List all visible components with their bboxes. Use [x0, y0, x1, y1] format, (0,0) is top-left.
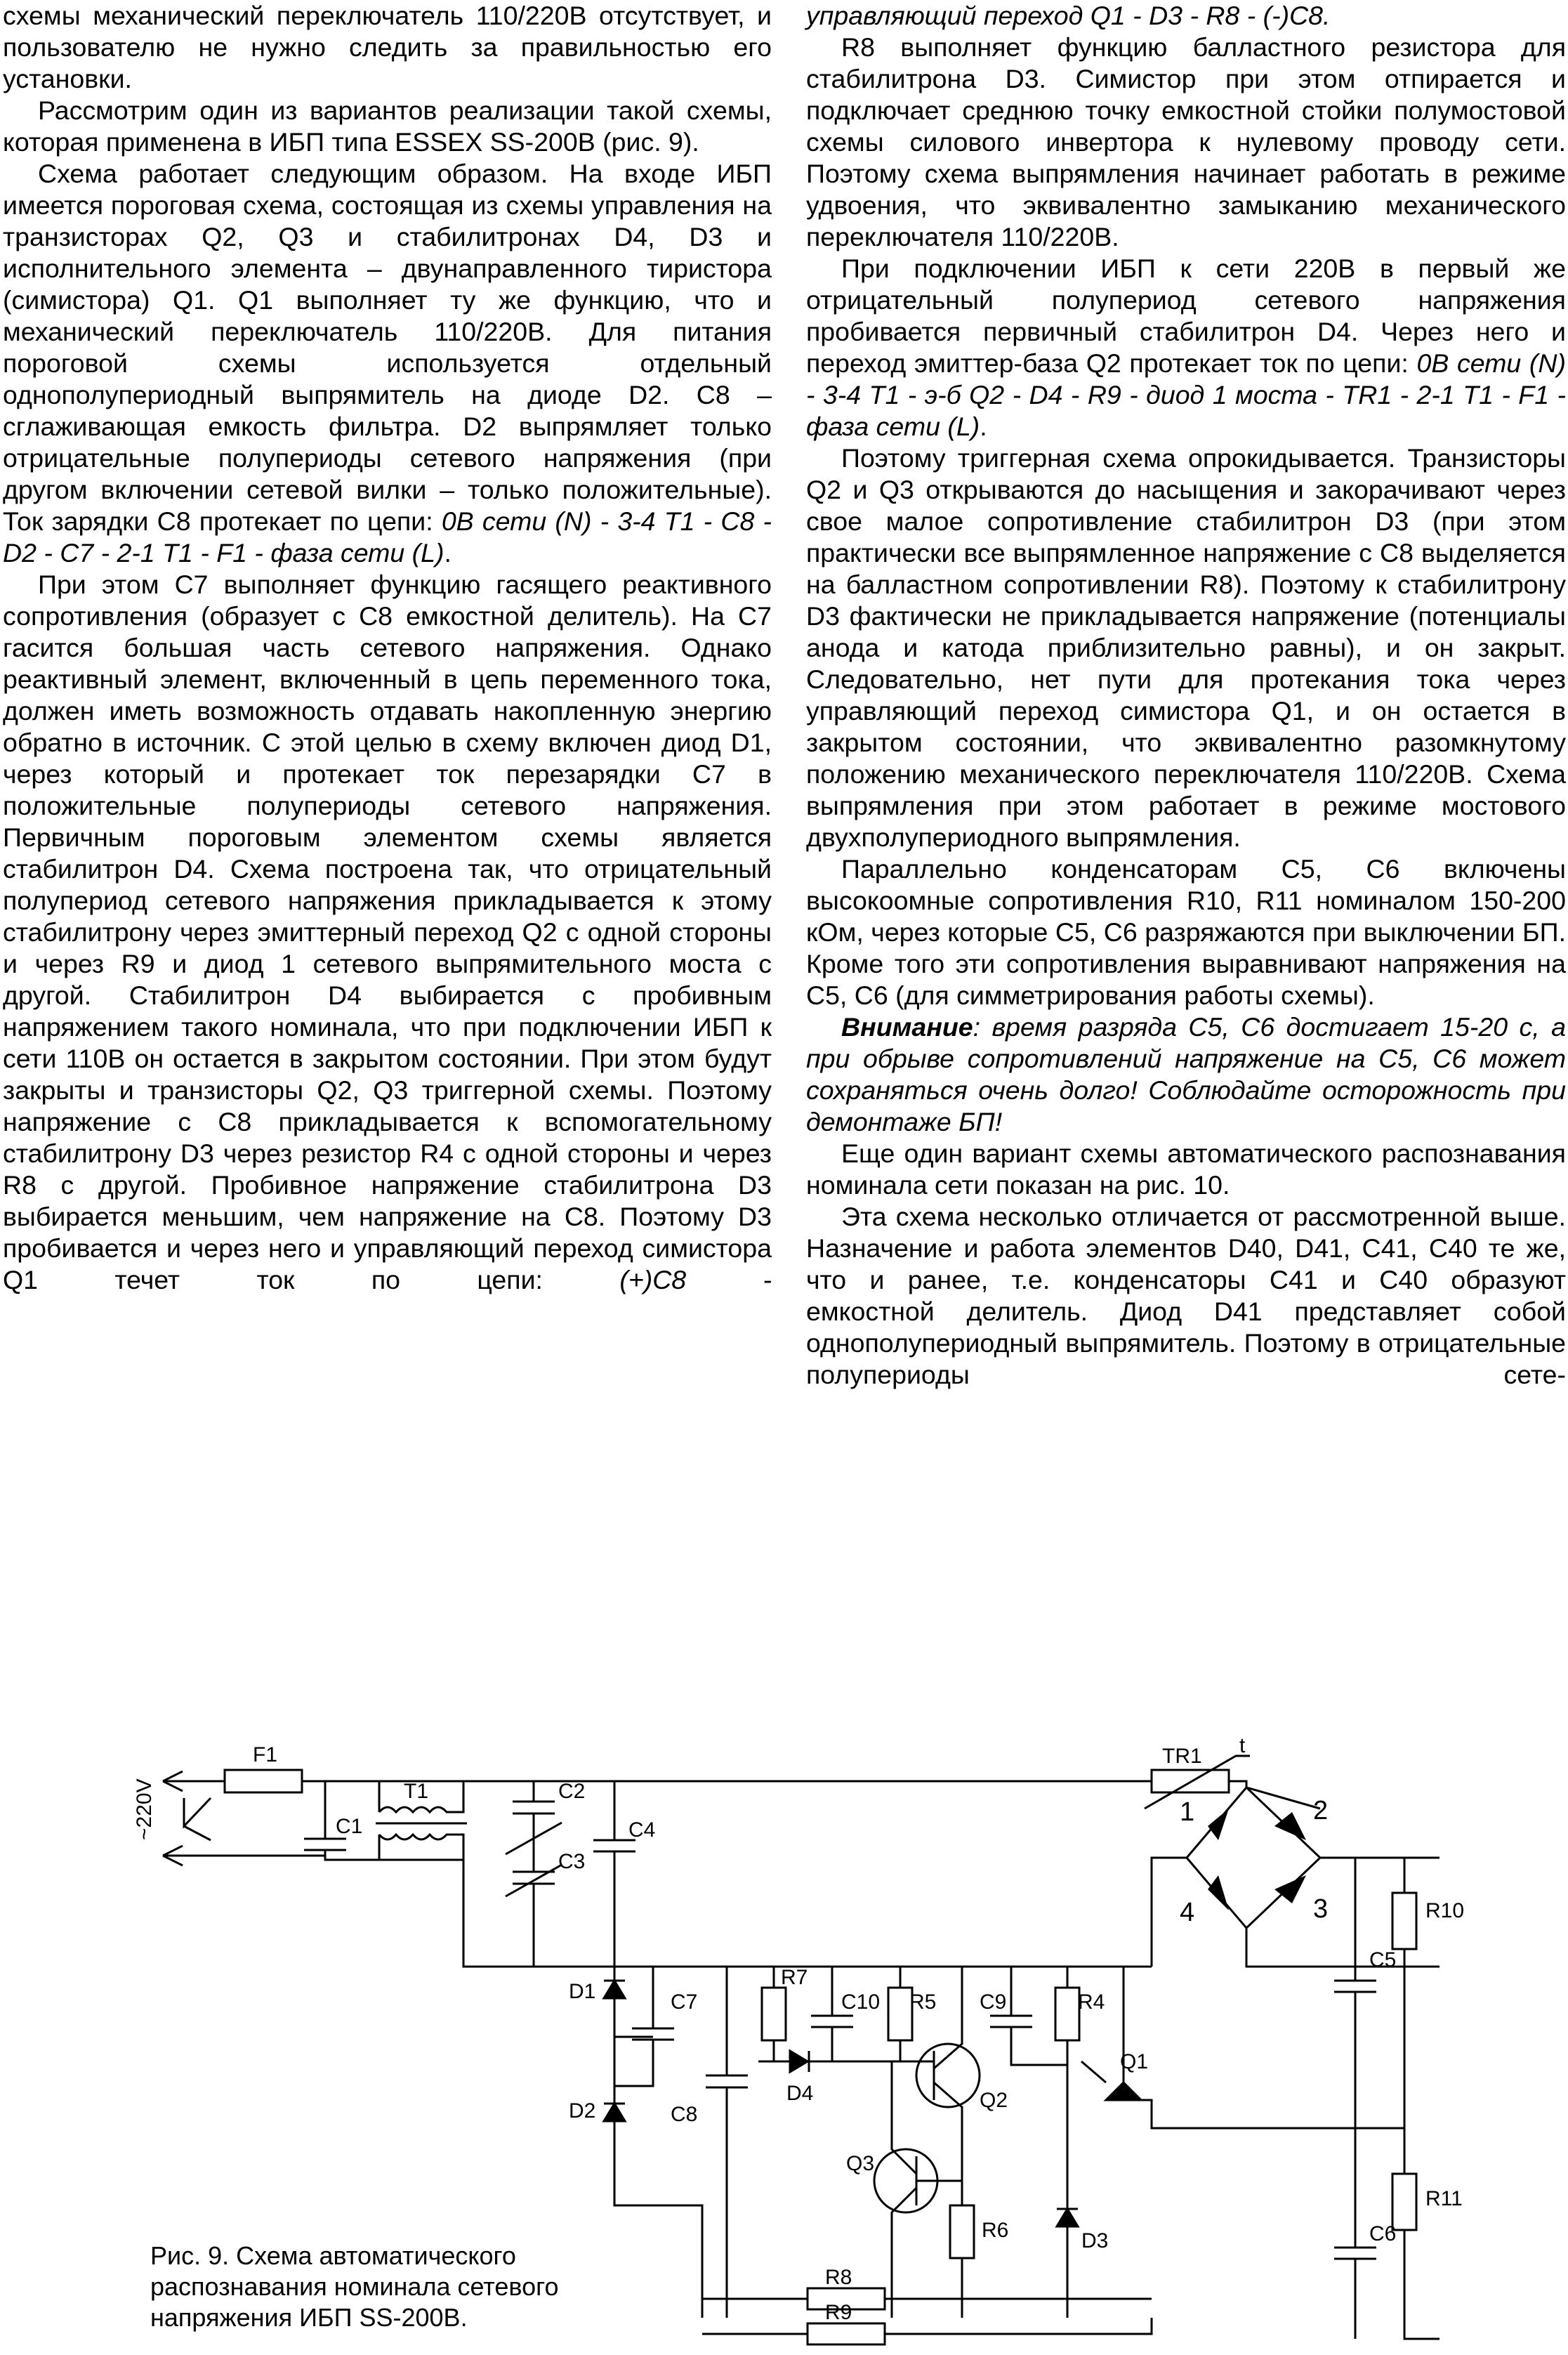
paragraph	[806, 853, 1566, 1011]
label-q3: Q3	[846, 2152, 875, 2175]
figure-caption	[150, 2241, 559, 2333]
label-d3: D3	[1081, 2229, 1109, 2252]
text-run: схемы механический переключатель 110/220В отсутствует, и пользователю не нужно следить за правильностью его установки.	[3, 1, 772, 93]
paragraph	[3, 569, 772, 1296]
text-run: При этом C7 выполняет функцию гасящего реактивного сопротивления (образует с C8 емкостной делитель). На C7 гасится большая часть сетевого напряжения. Однако реактивный элемент, включенный в цепь переменного тока, должен иметь возможность отдавать накопленную энергию обратно в источник. С этой целью в схему включен диод D1, через который и протекает ток перезарядки C7 в положительные полупериоды сетевого напряжения. Первичным пороговым элементом схемы является стабилитрон D4. Схема построена так, что отрицательный полупериод сетевого напряжения прикладывается к этому стабилитрону через эмиттерный переход Q2 с одной стороны и через R9 и диод 1 сетевого выпрямительного моста с другой. Стабилитрон D4 выбирается с пробивным напряжением такого номинала, что при подключении ИБП к сети 110В он остается в закрытом состоянии. При этом будут закрыты и транзисторы Q2, Q3 триггерной схемы. Поэтому напряжение с C8 прикладывается к вспомогательному стабилитрону D3 через резистор R4 с одной стороны и через R8 с другой. Пробивное напряжение стабилитрона D3 выбирается меньшим, чем напряжение на C8. Поэтому D3 пробивается и через него и управляющий переход симистора Q1 течет ток по цепи:	[3, 570, 772, 1294]
text-run: Еще один вариант схемы автоматического распознавания номинала сети показан на рис. 10.	[806, 1139, 1566, 1200]
paragraph	[806, 1011, 1566, 1138]
label-c3: C3	[558, 1850, 586, 1873]
text-run: : время разряда C5, C6 достигает 15-20 с, а при обрыве сопротивлений напряжение на C5, C6 может сохраняться очень долго! Соблюдайте осторожность при демонтаже БП!	[806, 1012, 1566, 1136]
text-run: При подключении ИБП к сети 220В в первый же отрицательный полупериод сетевого напряжения пробивается первичный стабилитрон D4. Через него и переход эмиттер-база Q2 протекает ток по цепи:	[806, 254, 1566, 378]
text-run: управляющий переход Q1 - D3 - R8 - (-)C8.	[806, 1, 1331, 30]
label-d4: D4	[786, 2082, 814, 2105]
text-run: Эта схема несколько отличается от рассмотренной выше. Назначение и работа элементов D40, D41, C41, C40 те же, что и ранее, т.е. конденсаторы C41 и C40 образуют емкостной делитель. Диод D41 представляет собой однополупериодный выпрямитель. Поэтому в отрицательные полупериоды сете-	[806, 1202, 1566, 1389]
paragraph	[806, 32, 1566, 253]
text-run: (+)C8 -	[619, 1265, 772, 1294]
label-f1: F1	[253, 1743, 278, 1766]
label-c8: C8	[671, 2103, 698, 2126]
label-bridge-4: 4	[1180, 1898, 1195, 1927]
label-r9: R9	[825, 2301, 852, 2324]
label-c2: C2	[558, 1780, 586, 1803]
label-r5: R5	[909, 1990, 937, 2014]
label-r10: R10	[1425, 1899, 1465, 1922]
label-q2: Q2	[980, 2089, 1008, 2112]
label-t1: T1	[404, 1780, 429, 1803]
label-bridge-3: 3	[1313, 1894, 1329, 1924]
label-c9: C9	[980, 1990, 1007, 2014]
label-bridge-2: 2	[1313, 1796, 1329, 1825]
left-text-column	[3, 0, 772, 1296]
text-run: 0В сети (N) - 3-4 T1 - э-б Q2 - D4 - R9 - диод 1 моста - TR1 - 2-1 T1 - F1 - фаза сети (L)	[806, 348, 1566, 441]
label-t: t	[1239, 1734, 1246, 1757]
caption-line: распознавания номинала сетевого	[150, 2272, 559, 2301]
label-c7: C7	[671, 1990, 698, 2014]
label-c10: C10	[841, 1990, 881, 2014]
label-r4: R4	[1078, 1990, 1105, 2014]
text-run: Поэтому триггерная схема опрокидывается. Транзисторы Q2 и Q3 открываются до насыщения и закорачивают через свое малое сопротивление стабилитрон D3 (при этом практически все выпрямленное напряжение с C8 выделяется на балластном сопротивлении R8). Поэтому к стабилитрону D3 фактически не прикладывается напряжение (потенциалы анода и катода приблизительно равны), и он закрыт. Следовательно, нет пути для протекания тока через управляющий переход симистора Q1, и он остается в закрытом состоянии, что эквивалентно разомкнутому положению механического переключателя 110/220В. Схема выпрямления при этом работает в режиме мостового двухполупериодного выпрямления.	[806, 443, 1566, 852]
label-bridge-1: 1	[1180, 1797, 1195, 1827]
label-r11: R11	[1425, 2187, 1463, 2210]
label-220v: ~220V	[133, 1778, 156, 1840]
text-run: Параллельно конденсаторам C5, C6 включены высокоомные сопротивления R10, R11 номиналом 150-200 кОм, через которые C5, C6 разряжаются при выключении БП. Кроме того эти сопротивления выравнивают напряжения на C5, C6 (для симметрирования работы схемы).	[806, 854, 1566, 1010]
paragraph	[3, 0, 772, 95]
warning-label: Внимание	[841, 1012, 973, 1042]
label-c5: C5	[1369, 1948, 1397, 1972]
text-run: .	[980, 412, 987, 441]
label-r6: R6	[982, 2219, 1009, 2242]
label-r8: R8	[825, 2266, 852, 2289]
caption-line: напряжения ИБП SS-200B.	[150, 2303, 468, 2332]
label-q1: Q1	[1120, 2050, 1149, 2073]
paragraph	[806, 1138, 1566, 1201]
label-c1: C1	[336, 1815, 363, 1838]
label-d2: D2	[569, 2099, 596, 2123]
label-c6: C6	[1369, 2222, 1397, 2245]
label-c4: C4	[628, 1818, 656, 1842]
label-r7: R7	[781, 1966, 808, 1989]
paragraph	[3, 95, 772, 158]
text-run: .	[444, 538, 452, 568]
paragraph	[806, 1201, 1566, 1391]
right-text-column	[806, 0, 1566, 1391]
bridge-diodes	[1208, 1809, 1306, 1910]
text-run: Рассмотрим один из вариантов реализации такой схемы, которая применена в ИБП типа ESSEX SS-200B (рис. 9).	[3, 96, 772, 157]
text-run: 0В сети (N) - 3-4 T1 - C8 - D2 - C7 - 2-1 T1 - F1 - фаза сети (L)	[3, 506, 772, 568]
caption-line: Рис. 9. Схема автоматического	[150, 2241, 516, 2270]
paragraph	[806, 253, 1566, 442]
paragraph	[806, 0, 1566, 32]
paragraph	[3, 158, 772, 569]
text-run: Схема работает следующим образом. На входе ИБП имеется пороговая схема, состоящая из схемы управления на транзисторах Q2, Q3 и стабилитронах D4, D3 и исполнительного элемента – двунаправленного тиристора (симистора) Q1. Q1 выполняет ту же функцию, что и механический переключатель 110/220В. Для питания пороговой схемы используется отдельный однополупериодный выпрямитель на диоде D2. C8 – сглаживающая емкость фильтра. D2 выпрямляет только отрицательные полупериоды сетевого напряжения (при другом включении сетевой вилки – только положительные). Ток зарядки C8 протекает по цепи:	[3, 159, 772, 536]
label-d1: D1	[569, 1980, 596, 2003]
paragraph	[806, 442, 1566, 853]
text-run: R8 выполняет функцию балластного резистора для стабилитрона D3. Симистор при этом отпирается и подключает среднюю точку емкостной стойки полумостовой схемы силового инвертора к нулевому проводу сети. Поэтому схема выпрямления начинает работать в режиме удвоения, что эквивалентно замыканию механического переключателя 110/220В.	[806, 32, 1566, 251]
label-tr1: TR1	[1162, 1745, 1202, 1768]
